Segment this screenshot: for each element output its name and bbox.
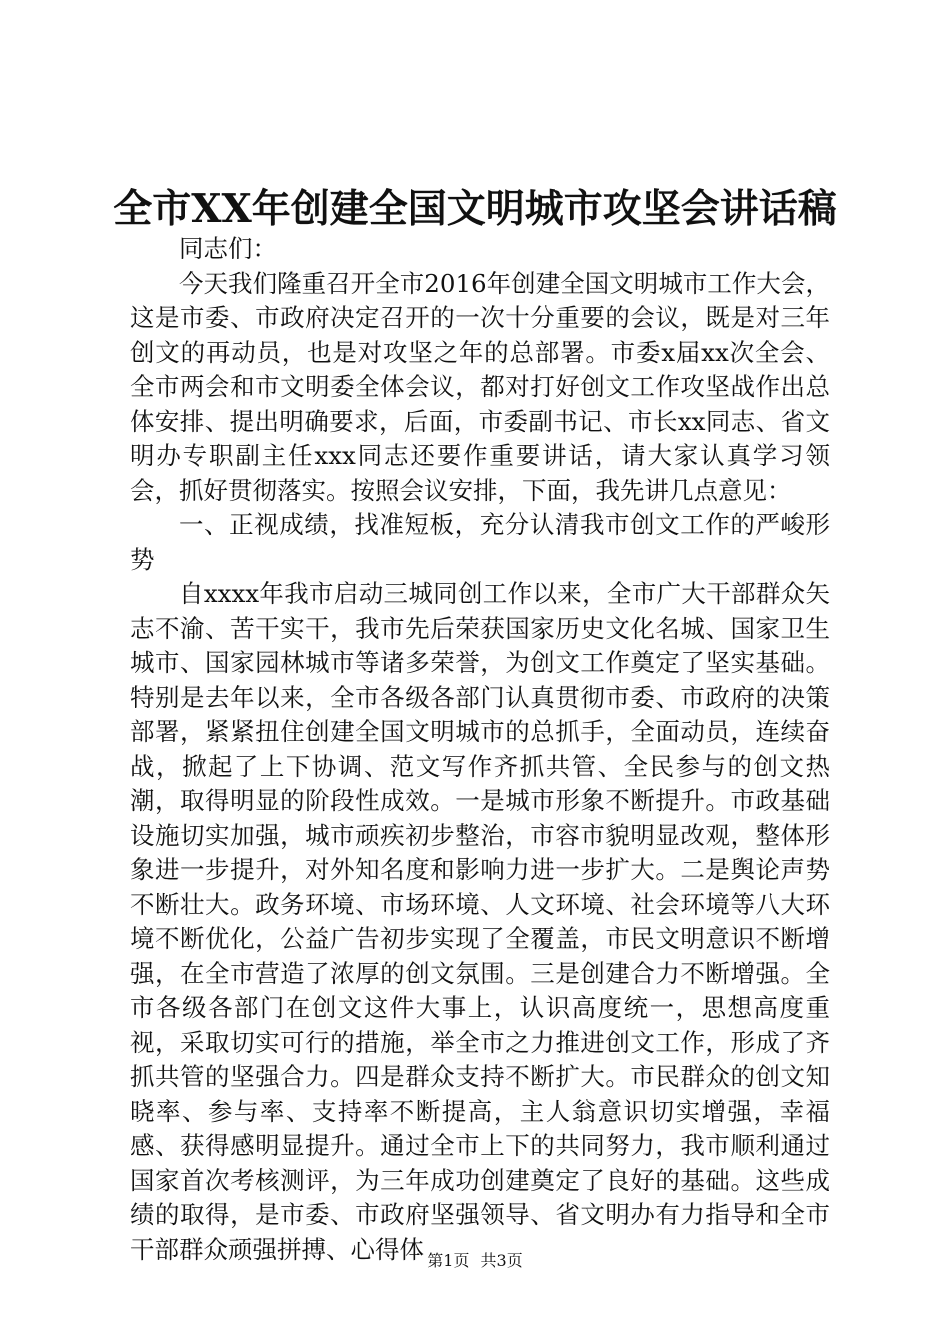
page-footer <box>0 1250 950 1272</box>
document-title: 全市XX年创建全国文明城市攻坚会讲话稿 <box>113 186 837 232</box>
achievements-paragraph: 自xxxx年我市启动三城同创工作以来，全市广大干部群众矢志不渝、苦干实干，我市先后荣获国家历史文化名城、国家卫生城市、国家园林城市等诸多荣誉，为创文工作奠定了坚实基础。特别是去年以来，全市各级各部门认真贯彻市委、市政府的决策部署，紧紧扭住创建全国文明城市的总抓手，全面动员，连续奋战，掀起了上下协调、范文写作齐抓共管、全民参与的创文热潮，取得明显的阶段性成效。一是城市形象不断提升。市政基础设施切实加强，城市顽疾初步整治，市容市貌明显改观，整体形象进一步提升，对外知名度和影响力进一步扩大。二是舆论声势不断壮大。政务环境、市场环境、人文环境、社会环境等八大环境不断优化，公益广告初步实现了全覆盖，市民文明意识不断增强，在全市营造了浓厚的创文氛围。三是创建合力不断增强。全市各级各部门在创文这件大事上，认识高度统一，思想高度重视，采取切实可行的措施，举全市之力推进创文工作，形成了齐抓共管的坚强合力。四是群众支持不断扩大。市民群众的创文知晓率、参与率、支持率不断提高，主人翁意识切实增强，幸福感、获得感明显提升。通过全市上下的共同努力，我市顺利通过国家首次考核测评，为三年成功创建奠定了良好的基础。这些成绩的取得，是市委、市政府坚强领导、省文明办有力指导和全市干部群众顽强拼搏、心得体 <box>130 579 830 1264</box>
greeting-paragraph: 同志们： <box>179 234 277 263</box>
intro-paragraph: 今天我们隆重召开全市2016年创建全国文明城市工作大会，这是市委、市政府决定召开的一次十分重要的会议，既是对三年创文的再动员，也是对攻坚之年的总部署。市委x届xx次全会、全市两会和市文明委全体会议，都对打好创文工作攻坚战作出总体安排、提出明确要求，后面，市委副书记、市长xx同志、省文明办专职副主任xxx同志还要作重要讲话，请大家认真学习领会，抓好贯彻落实。按照会议安排，下面，我先讲几点意见： <box>130 268 830 505</box>
section-heading-paragraph: 一、正视成绩，找准短板，充分认清我市创文工作的严峻形势 <box>130 510 830 574</box>
page-total: 共3页 <box>480 1251 523 1270</box>
page-number: 第1页 <box>427 1251 470 1270</box>
document-body <box>130 232 830 1267</box>
